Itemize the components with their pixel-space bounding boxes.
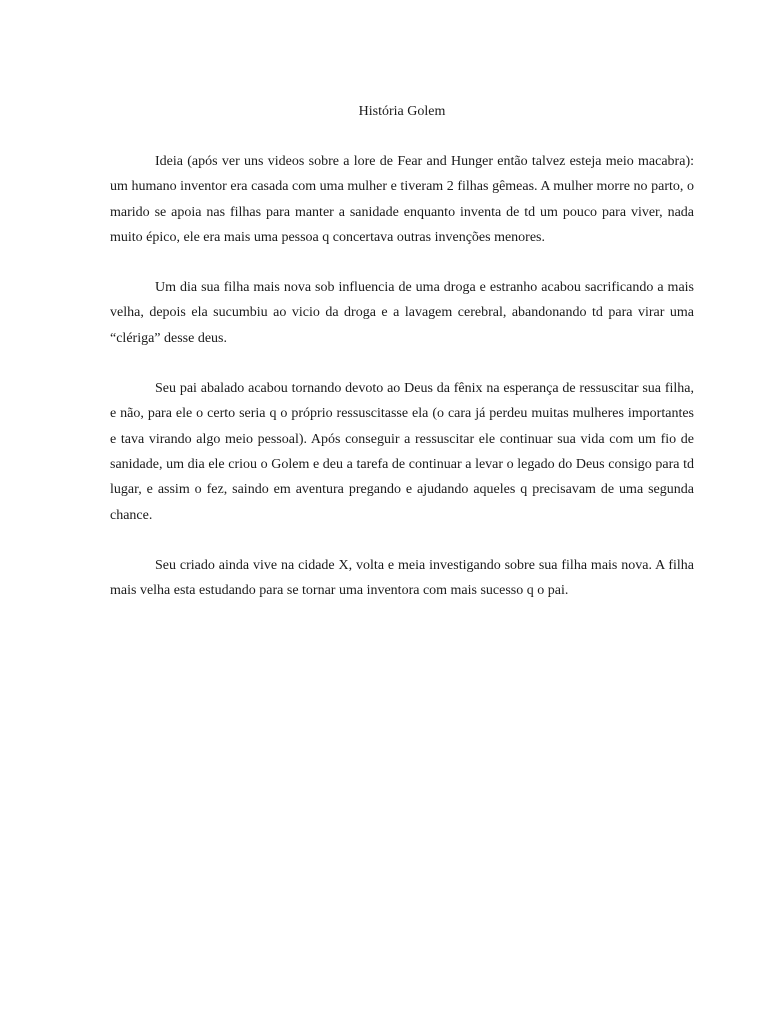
document-body	[110, 149, 694, 628]
paragraph-2: Um dia sua filha mais nova sob influencia de uma droga e estranho acabou sacrificando a mais velha, depois ela sucumbiu ao vicio da droga e a lavagem cerebral, abandonando td para virar uma “clériga” desse deus.	[110, 280, 694, 346]
paragraph-3: Seu pai abalado acabou tornando devoto ao Deus da fênix na esperança de ressuscitar sua filha, e não, para ele o certo seria q o próprio ressuscitasse ela (o cara já perdeu muitas mulheres importantes e tava virando algo meio pessoal). Após conseguir a ressuscitar ele continuar sua vida com um fio de sanidade, um dia ele criou o Golem e deu a tarefa de continuar a levar o legado do Deus consigo para td lugar, e assim o fez, saindo em aventura pregando e ajudando aqueles q precisavam de uma segunda chance.	[110, 381, 694, 523]
paragraph-1: Ideia (após ver uns videos sobre a lore de Fear and Hunger então talvez esteja meio macabra): um humano inventor era casada com uma mulher e tiveram 2 filhas gêmeas. A mulher morre no parto, o marido se apoia nas filhas para manter a sanidade enquanto inventa de td um pouco para viver, nada muito épico, ele era mais uma pessoa q concertava outras invenções menores.	[110, 154, 694, 245]
paragraph-4: Seu criado ainda vive na cidade X, volta e meia investigando sobre sua filha mais nova. A filha mais velha esta estudando para se tornar uma inventora com mais sucesso q o pai.	[110, 557, 694, 599]
document-title: História Golem	[358, 104, 446, 119]
